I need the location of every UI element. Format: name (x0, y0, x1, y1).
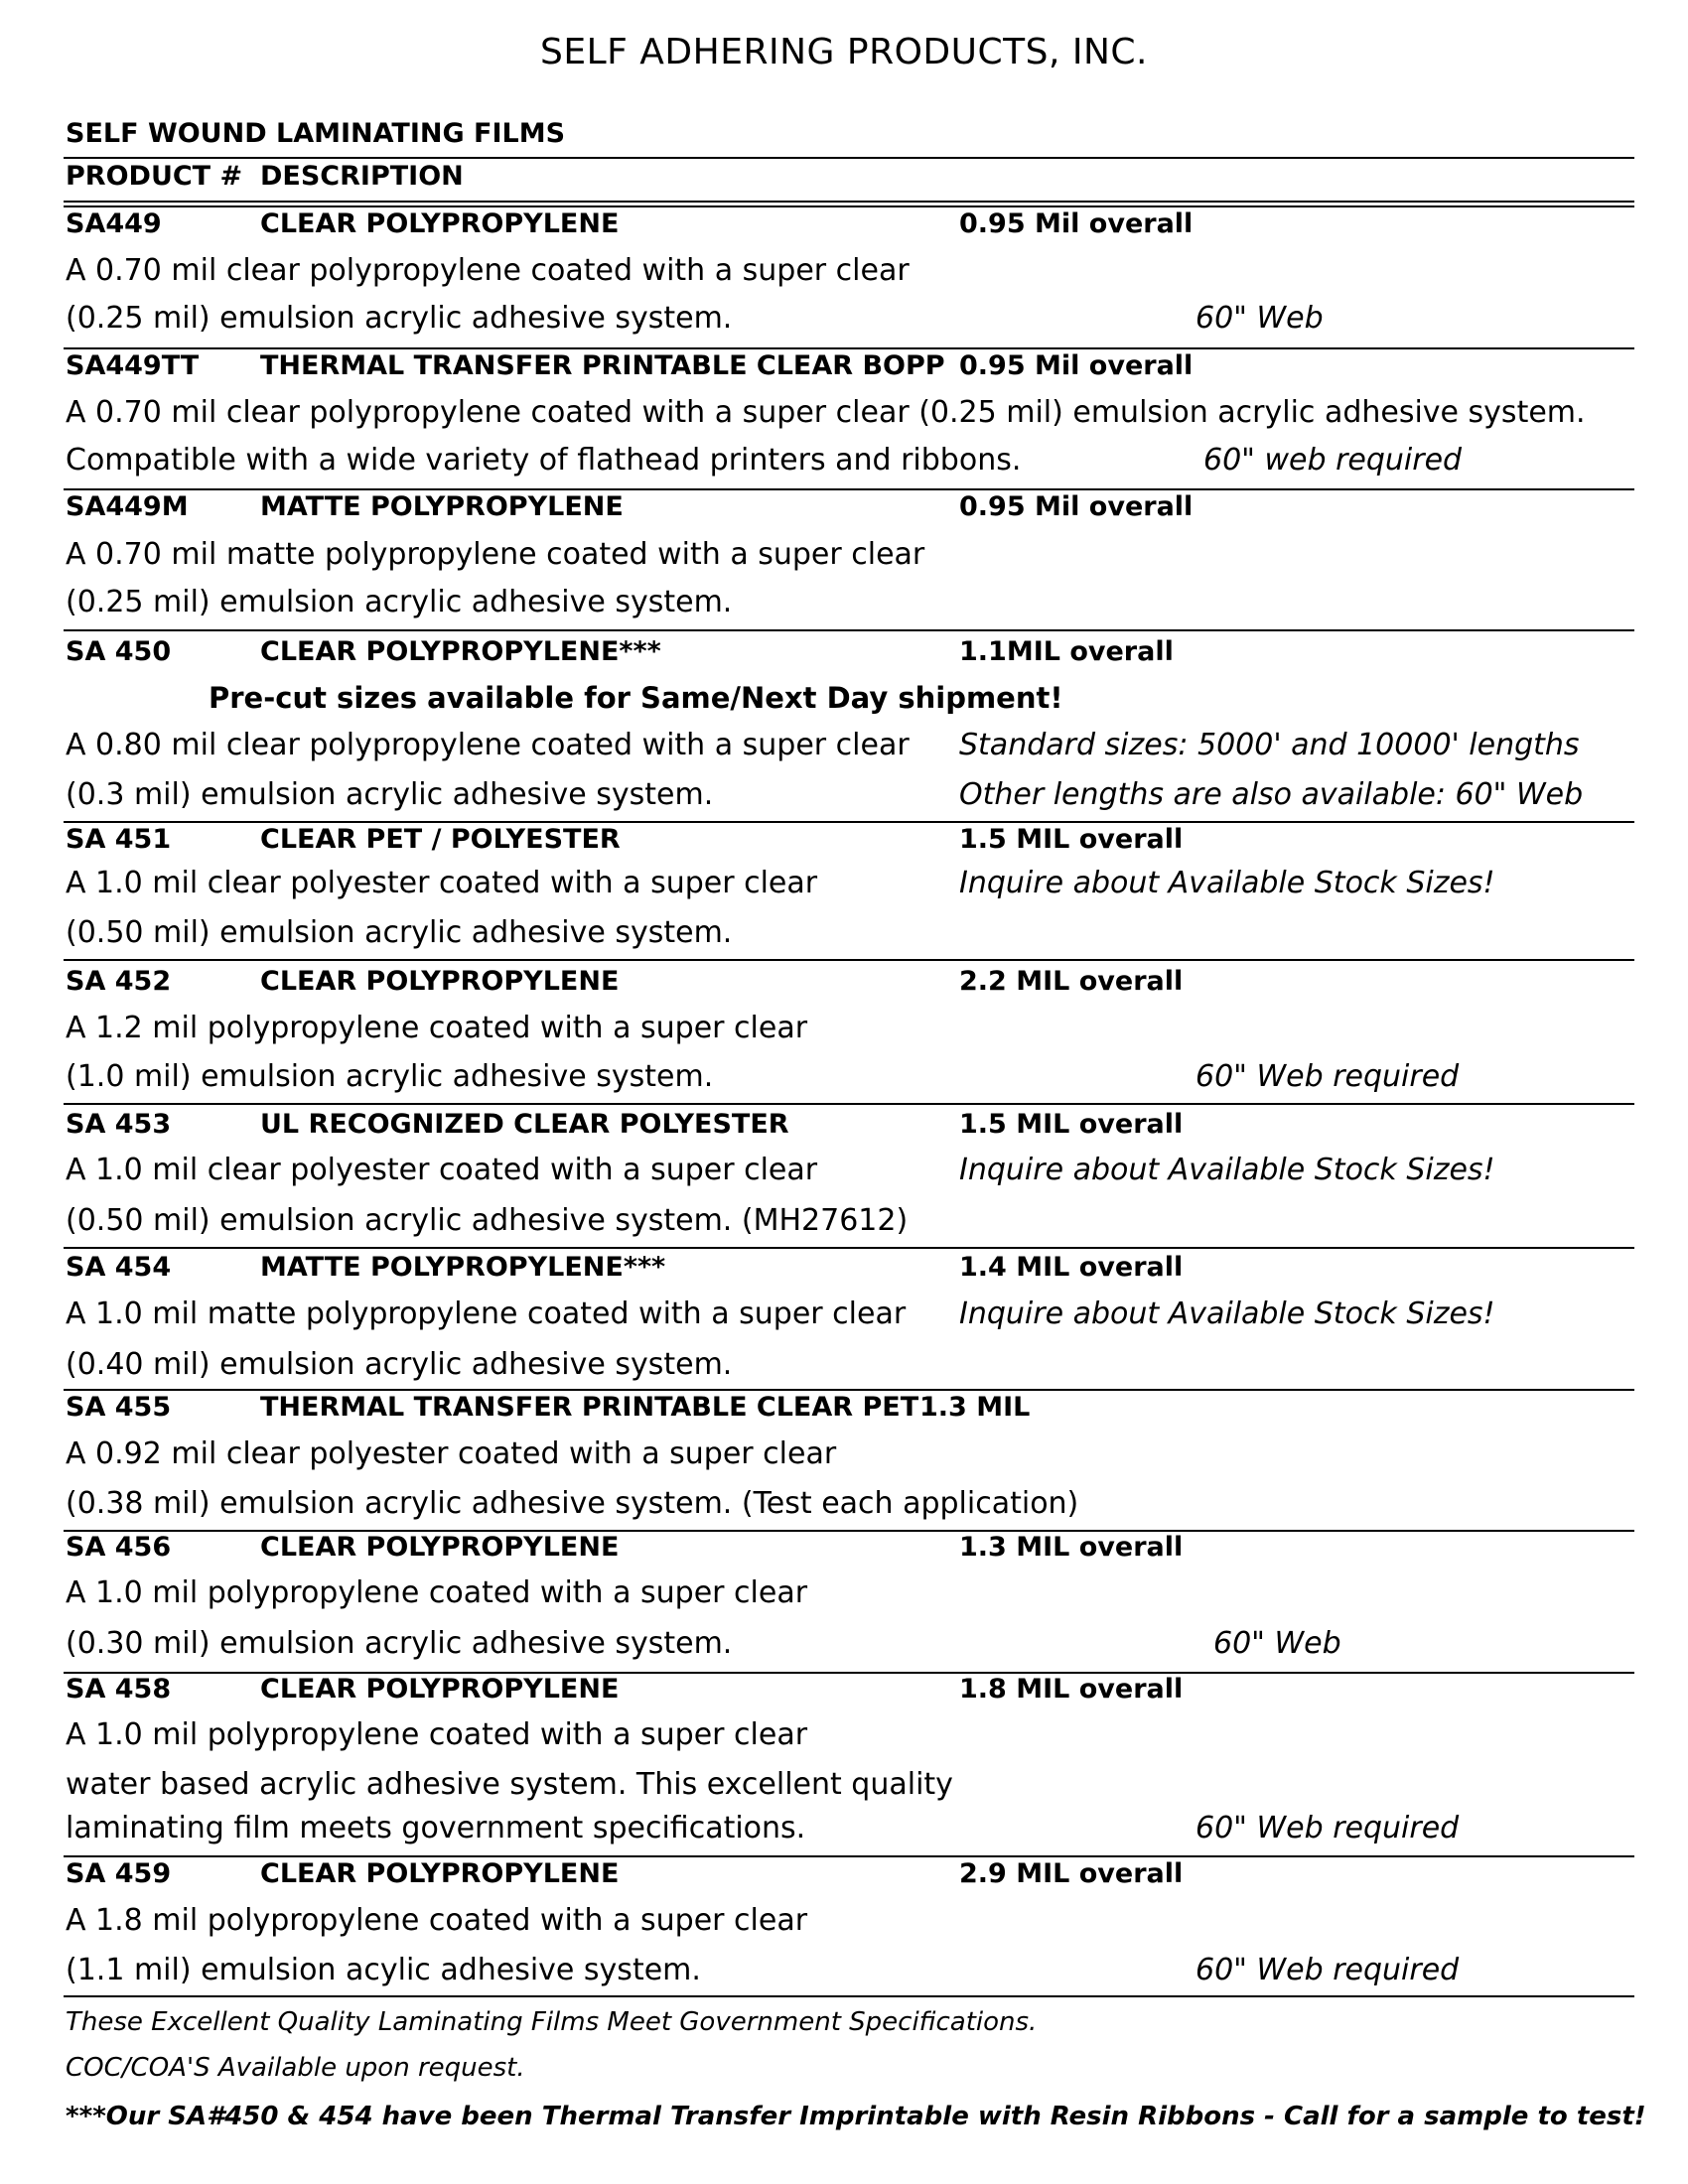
product-thickness: 0.95 Mil overall (959, 208, 1194, 239)
product-desc-line: A 0.80 mil clear polypropylene coated with a super clear (66, 728, 910, 762)
product-desc-line: (0.50 mil) emulsion acrylic adhesive system. (66, 915, 733, 950)
product-note: Inquire about Available Stock Sizes! (959, 1297, 1495, 1331)
product-desc-line: (0.38 mil) emulsion acrylic adhesive system. (Test each application) (66, 1486, 1079, 1521)
product-desc-line: A 1.2 mil polypropylene coated with a super clear (66, 1011, 808, 1045)
product-note: Other lengths are also available: 60" Web (959, 777, 1584, 812)
product-note: 60" Web required (1196, 1811, 1460, 1845)
product-name: THERMAL TRANSFER PRINTABLE CLEAR BOPP (260, 350, 945, 381)
product-thickness: 1.3 MIL overall (959, 1532, 1184, 1563)
footer-rule (64, 1995, 1634, 1997)
product-desc-line: A 0.92 mil clear polyester coated with a super clear (66, 1436, 837, 1471)
product-code: SA 453 (66, 1109, 172, 1140)
product-note: Inquire about Available Stock Sizes! (959, 1153, 1495, 1187)
product-desc-line: (0.25 mil) emulsion acrylic adhesive system. (66, 301, 733, 336)
product-desc-line: (0.25 mil) emulsion acrylic adhesive system. (66, 585, 733, 619)
product-code: SA 454 (66, 1252, 172, 1283)
product-desc-line: water based acrylic adhesive system. This excellent quality (66, 1767, 953, 1802)
product-name: CLEAR POLYPROPYLENE (260, 966, 620, 997)
row-divider (64, 1247, 1634, 1249)
product-note: Standard sizes: 5000' and 10000' lengths (959, 728, 1580, 762)
row-divider (64, 629, 1634, 631)
product-desc-line: A 1.8 mil polypropylene coated with a super clear (66, 1903, 808, 1938)
product-code: SA 455 (66, 1392, 172, 1423)
product-note: 60" Web (1213, 1626, 1341, 1661)
row-divider (64, 1389, 1634, 1391)
header-rule-double-1 (64, 201, 1634, 203)
section-title: SELF WOUND LAMINATING FILMS (66, 118, 566, 149)
product-thickness: 2.2 MIL overall (959, 966, 1184, 997)
product-code: SA 451 (66, 824, 172, 855)
product-desc-line: A 0.70 mil clear polypropylene coated with a super clear (66, 253, 910, 288)
row-divider (64, 347, 1634, 349)
product-name: UL RECOGNIZED CLEAR POLYESTER (260, 1109, 789, 1140)
product-name: CLEAR POLYPROPYLENE (260, 1674, 620, 1705)
product-name: CLEAR POLYPROPYLENE (260, 208, 620, 239)
footer-spec-note: These Excellent Quality Laminating Films Meet Government Specifications. (66, 2007, 1038, 2037)
product-name: CLEAR POLYPROPYLENE (260, 1532, 620, 1563)
product-code: SA 456 (66, 1532, 172, 1563)
product-note: 60" web required (1203, 443, 1463, 478)
footer-thermal-note: ***Our SA#450 & 454 have been Thermal Transfer Imprintable with Resin Ribbons - Call for a sample to test! (66, 2102, 1646, 2131)
product-note: 60" Web (1196, 301, 1324, 336)
product-desc-line: A 1.0 mil polypropylene coated with a super clear (66, 1575, 808, 1610)
product-thickness: 1.4 MIL overall (959, 1252, 1184, 1283)
product-code: SA449 (66, 208, 162, 239)
row-divider (64, 959, 1634, 961)
product-code: SA 452 (66, 966, 172, 997)
product-name: THERMAL TRANSFER PRINTABLE CLEAR PET (260, 1392, 919, 1423)
product-desc-line: (0.3 mil) emulsion acrylic adhesive system. (66, 777, 714, 812)
product-code: SA 459 (66, 1858, 172, 1889)
column-product: PRODUCT # (66, 161, 243, 192)
product-thickness: 1.8 MIL overall (959, 1674, 1184, 1705)
product-desc-line: (0.50 mil) emulsion acrylic adhesive system. (MH27612) (66, 1203, 909, 1238)
product-thickness: 0.95 Mil overall (959, 491, 1194, 522)
product-thickness: 1.5 MIL overall (959, 824, 1184, 855)
product-code: SA 450 (66, 636, 172, 667)
product-desc-line: (0.40 mil) emulsion acrylic adhesive system. (66, 1347, 733, 1382)
product-desc-line: Compatible with a wide variety of flathead printers and ribbons. (66, 443, 1022, 478)
company-title: SELF ADHERING PRODUCTS, INC. (540, 32, 1148, 72)
product-desc-line: A 0.70 mil clear polypropylene coated with a super clear (0.25 mil) emulsion acrylic adhesive system. (66, 395, 1586, 430)
product-thickness: 1.1MIL overall (959, 636, 1174, 667)
product-desc-line: (1.1 mil) emulsion acylic adhesive system. (66, 1953, 701, 1987)
footer-coc-note: COC/COA'S Available upon request. (66, 2053, 525, 2083)
product-name: CLEAR POLYPROPYLENE*** (260, 636, 661, 667)
header-rule-top (64, 157, 1634, 159)
header-rule-double-2 (64, 205, 1634, 207)
product-name: CLEAR POLYPROPYLENE (260, 1858, 620, 1889)
product-desc-line: A 1.0 mil polypropylene coated with a super clear (66, 1717, 808, 1752)
precut-notice: Pre-cut sizes available for Same/Next Day shipment! (209, 681, 1063, 715)
product-code: SA 458 (66, 1674, 172, 1705)
row-divider (64, 821, 1634, 823)
product-name: MATTE POLYPROPYLENE (260, 491, 624, 522)
product-desc-line: A 1.0 mil matte polypropylene coated with a super clear (66, 1297, 907, 1331)
product-note: Inquire about Available Stock Sizes! (959, 866, 1495, 900)
column-description: DESCRIPTION (260, 161, 464, 192)
product-thickness: 1.3 MIL (919, 1392, 1031, 1423)
row-divider (64, 488, 1634, 490)
product-note: 60" Web required (1196, 1953, 1460, 1987)
product-desc-line: (0.30 mil) emulsion acrylic adhesive system. (66, 1626, 733, 1661)
product-name: MATTE POLYPROPYLENE*** (260, 1252, 666, 1283)
product-thickness: 1.5 MIL overall (959, 1109, 1184, 1140)
product-desc-line: A 1.0 mil clear polyester coated with a super clear (66, 866, 818, 900)
product-desc-line: A 1.0 mil clear polyester coated with a super clear (66, 1153, 818, 1187)
product-thickness: 2.9 MIL overall (959, 1858, 1184, 1889)
product-note: 60" Web required (1196, 1059, 1460, 1094)
product-code: SA449M (66, 491, 189, 522)
product-desc-line: laminating film meets government specifications. (66, 1811, 806, 1845)
product-desc-line: A 0.70 mil matte polypropylene coated with a super clear (66, 537, 925, 572)
product-thickness: 0.95 Mil overall (959, 350, 1194, 381)
product-desc-line: (1.0 mil) emulsion acrylic adhesive system. (66, 1059, 714, 1094)
product-code: SA449TT (66, 350, 200, 381)
row-divider (64, 1855, 1634, 1857)
product-name: CLEAR PET / POLYESTER (260, 824, 621, 855)
row-divider (64, 1103, 1634, 1105)
